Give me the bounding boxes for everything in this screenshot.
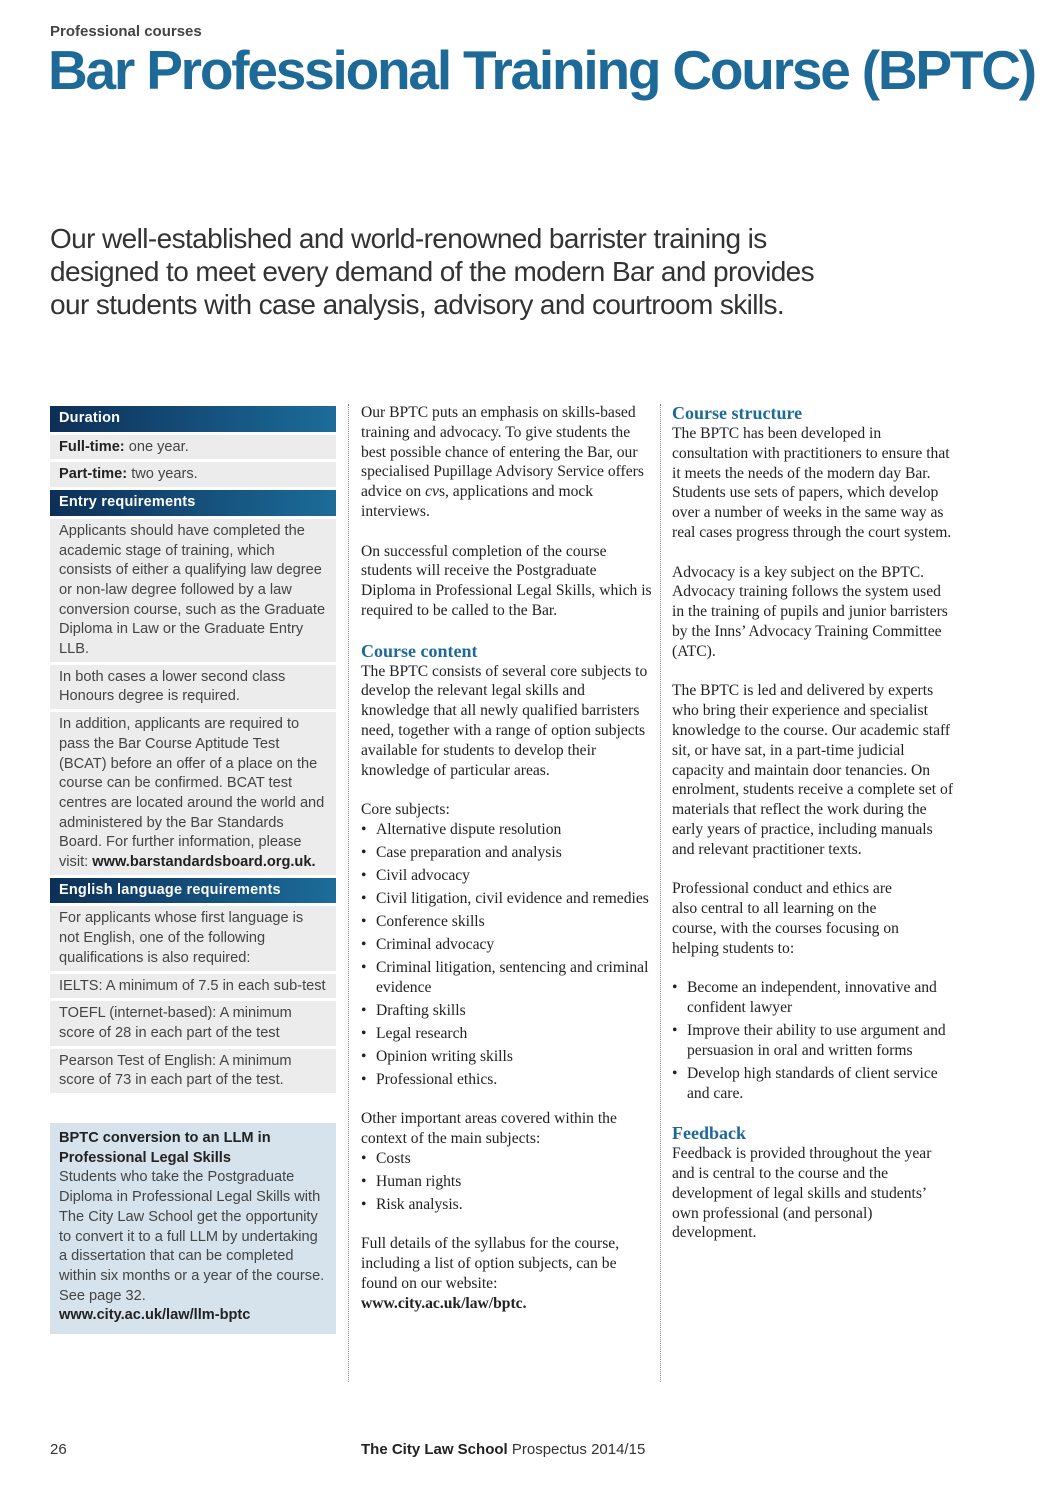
publication: Prospectus 2014/15 [511,1441,646,1458]
list-item: • Costs [361,1149,653,1169]
text: Our BPTC puts an emphasis on skills-based training and advocacy. To give students the best possible chance of entering the Bar, our specialised Pupillage Advisory Service offers advice on [361,404,644,501]
english-pearson: Pearson Test of English: A minimum score of 73 in each part of the test. [50,1049,336,1093]
section-kicker: Professional courses [50,23,202,40]
feedback-paragraph: Feedback is provided throughout the year and is central to the course and the development of legal skills and students’ own professional (and personal) development. [672,1145,932,1242]
page-number: 26 [50,1441,67,1458]
column-divider [348,404,349,1382]
conversion-box [50,1123,336,1334]
course-structure-heading: Course structure [672,403,803,423]
page-title: Bar Professional Training Course (BPTC) [48,39,1035,101]
duration-heading: Duration [50,406,336,432]
school-name: The City Law School [361,1441,508,1458]
column-middle [361,403,653,1333]
structure-p3: The BPTC is led and delivered by experts who bring their experience and specialist knowledge to the course. Our academic staff sit, or have sat, in a part-time judicial capacity and maintain door tenancies. On enrolment, students receive a complete set of materials that reflect the work during the early years of practice, including manuals and relevant practitioner texts. [672,682,954,858]
english-ielts: IELTS: A minimum of 7.5 in each sub-test [50,974,336,999]
info-sidebar [50,406,336,1096]
entry-p2: In both cases a lower second class Honours degree is required. [50,665,336,709]
conversion-link[interactable]: www.city.ac.uk/law/llm-bptc [59,1307,251,1324]
intro-paragraph [361,403,653,522]
list-item: • Alternative dispute resolution [361,820,653,840]
list-item: • Develop high standards of client service and care. [672,1064,954,1104]
syllabus-paragraph [361,1234,653,1313]
column-divider [660,404,661,1382]
core-label: Core subjects: [361,801,450,819]
structure-p2: Advocacy is a key subject on the BPTC. Advocacy training follows the system used in the training of pupils and junior barristers by the Inns’ Advocacy Training Committee (ATC). [672,563,948,660]
list-item: • Civil advocacy [361,866,653,886]
text: Full details of the syllabus for the course, including a list of option subjects, can be found on our website: [361,1235,620,1292]
other-label: Other important areas covered within the context of the main subjects: [361,1110,617,1147]
value: two years. [131,466,198,483]
course-content-heading: Course content [361,640,478,661]
label: Full-time: [59,438,125,455]
english-heading: English language requirements [50,878,336,904]
list-item: • Become an independent, innovative and confident lawyer [672,978,954,1018]
list-item: • Improve their ability to use argument and persuasion in oral and written forms [672,1021,954,1061]
label: Part-time: [59,466,128,483]
list-item: • Civil litigation, civil evidence and remedies [361,889,653,909]
list-item: • Criminal litigation, sentencing and criminal evidence [361,958,653,998]
bsb-link[interactable]: www.barstandardsboard.org.uk. [92,854,316,871]
list-item: • Human rights [361,1172,653,1192]
footer-publication [361,1441,645,1458]
list-item: • Criminal advocacy [361,935,653,955]
feedback-heading: Feedback [672,1123,746,1144]
text: cv [425,483,439,501]
list-item: • Risk analysis. [361,1195,653,1215]
content-paragraph: The BPTC consists of several core subjects to develop the relevant legal skills and knowledge that all newly qualified barristers need, together with a range of option subjects available for students to develop their knowledge of particular areas. [361,662,648,779]
structure-p4: Professional conduct and ethics are also central to all learning on the course, with the courses focusing on helping students to: [672,880,899,957]
english-toefl: TOEFL (internet-based): A minimum score of 28 in each part of the test [50,1001,336,1045]
bptc-link[interactable]: www.city.ac.uk/law/bptc. [361,1294,527,1312]
english-p1: For applicants whose first language is not English, one of the following qualifications is also required: [50,906,336,970]
conversion-body: Students who take the Postgraduate Diploma in Professional Legal Skills with The City Law School get the opportunity to convert it to a full LLM by undertaking a dissertation that can be completed within six months or a year of the course. See page 32. [59,1169,325,1304]
completion-paragraph: On successful completion of the course students will receive the Postgraduate Diploma in Professional Legal Skills, which is required to be called to the Bar. [361,542,652,619]
structure-p1: The BPTC has been developed in consultation with practitioners to ensure that it meets the needs of the modern day Bar. Students use sets of papers, which develop over a number of weeks in the same way as real cases progress through the court system. [672,425,952,541]
value: one year. [128,438,189,455]
entry-heading: Entry requirements [50,490,336,516]
list-item: • Conference skills [361,912,653,932]
list-item: • Opinion writing skills [361,1047,653,1067]
text: s, applications and mock interviews. [361,483,594,520]
lead-paragraph: Our well-established and world-renowned barrister training is designed to meet every demand of the modern Bar and provides our students with case analysis, advisory and courtroom skills. [50,223,815,320]
other-areas-list [361,1149,653,1215]
duration-parttime [50,462,336,487]
list-item: • Legal research [361,1024,653,1044]
list-item: • Case preparation and analysis [361,843,653,863]
column-right [672,403,954,1263]
list-item: • Drafting skills [361,1001,653,1021]
core-subjects-list [361,820,653,1089]
list-item: • Professional ethics. [361,1070,653,1090]
goals-list [672,978,954,1103]
text: In addition, applicants are required to pass the Bar Course Aptitude Test (BCAT) before an offer of a place on the course can be confirmed. BCAT test centres are located around the world and administered by the Bar Standards Board. For further information, please visit: [59,716,325,871]
entry-p3 [50,712,336,875]
conversion-heading: BPTC conversion to an LLM in Professional Legal Skills [59,1130,271,1166]
duration-fulltime [50,435,336,460]
entry-p1: Applicants should have completed the academic stage of training, which consists of either a qualifying law degree or non-law degree followed by a law conversion course, such as the Graduate Diploma in Law or the Graduate Entry LLB. [50,519,336,662]
